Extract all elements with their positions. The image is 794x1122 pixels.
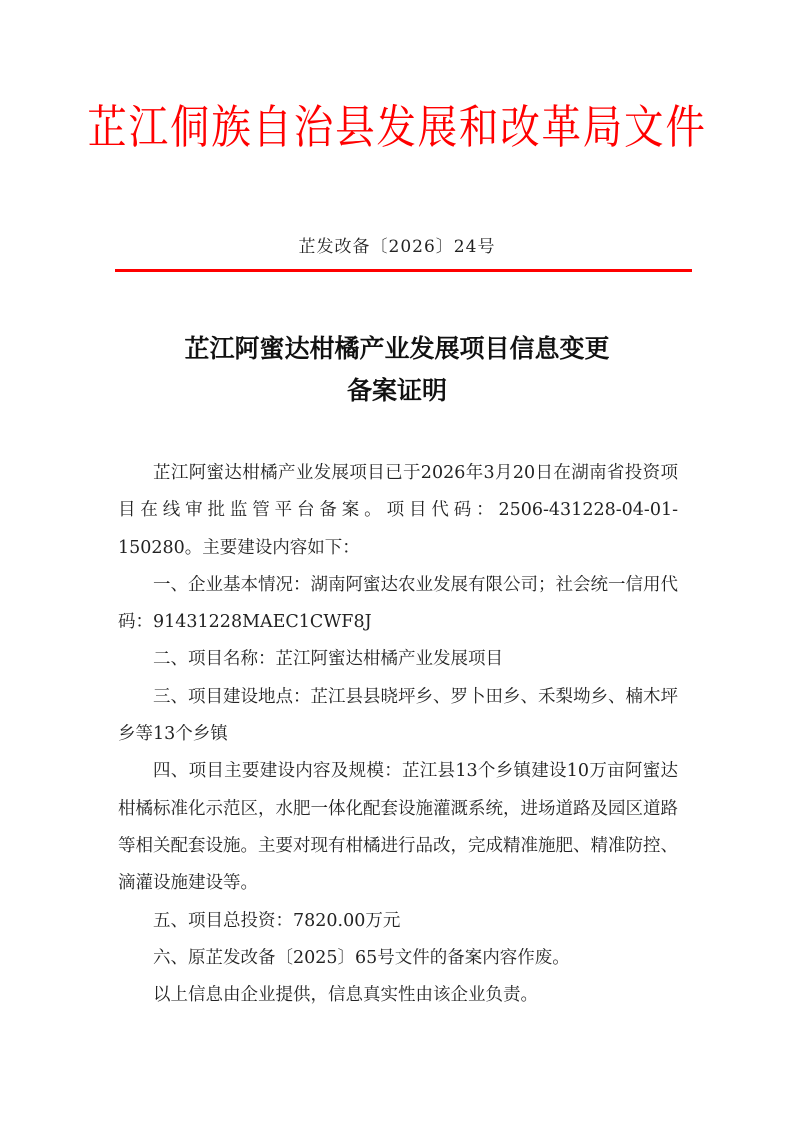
title-line-1: 芷江阿蜜达柑橘产业发展项目信息变更 (184, 334, 610, 363)
document-masthead: 芷江侗族自治县发展和改革局文件 (87, 100, 707, 154)
item-project-name: 二、项目名称：芷江阿蜜达柑橘产业发展项目 (153, 649, 503, 670)
closing-statement: 以上信息由企业提供，信息真实性由该企业负责。 (153, 985, 538, 1006)
item-enterprise-info: 一、企业基本情况：湖南阿蜜达农业发展有限公司；社会统一信用代码：91431228MAEC1CWF8J (118, 574, 678, 633)
intro-paragraph: 芷江阿蜜达柑橘产业发展项目已于2026年3月20日在湖南省投资项目在线审批监管平台备案。项目代码：2506-431228-04-01-150280。主要建设内容如下： (118, 463, 678, 558)
document-number: 芷发改备〔2026〕24号 (298, 237, 496, 257)
red-divider-line (115, 269, 692, 272)
document-body (118, 455, 678, 1014)
document-title (0, 328, 794, 412)
item-project-location: 三、项目建设地点：芷江县县晓坪乡、罗卜田乡、禾梨坳乡、楠木坪乡等13个乡镇 (118, 686, 678, 745)
item-construction-content: 四、项目主要建设内容及规模：芷江县13个乡镇建设10万亩阿蜜达柑橘标准化示范区，水肥一体化配套设施灌溉系统，进场道路及园区道路等相关配套设施。主要对现有柑橘进行品改，完成精准施肥、精准防控、滴灌设施建设等。 (118, 761, 678, 894)
item-total-investment: 五、项目总投资：7820.00万元 (153, 910, 401, 931)
item-previous-filing-void: 六、原芷发改备〔2025〕65号文件的备案内容作废。 (153, 947, 570, 968)
title-line-2: 备案证明 (346, 376, 447, 405)
